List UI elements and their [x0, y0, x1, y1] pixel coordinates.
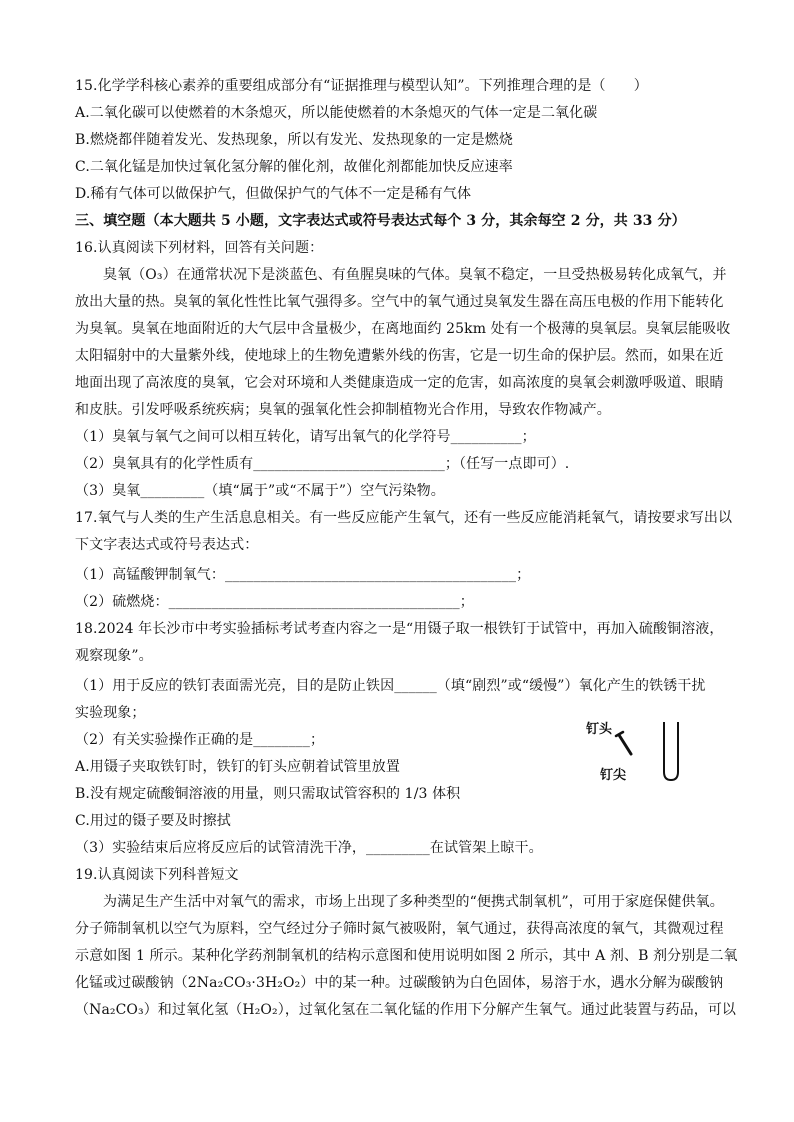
nail-icon: [616, 732, 631, 754]
q19-stem: 19.认真阅读下列科普短文: [75, 867, 239, 883]
q18-item-1: （1）用于反应的铁钉表面需光亮，目的是防止铁因______（填“剧烈”或“缓慢”）氧化产生的铁锈干扰: [75, 678, 706, 694]
q15-stem: 15.化学学科核心素养的重要组成部分有“证据推理与模型认知”。下列推理合理的是（ ）: [75, 78, 648, 94]
q17-stem-line-2: 下文字表达式或符号表达式：: [75, 537, 259, 553]
nail-head-label: 钉头: [586, 722, 613, 737]
q16-item-3: （3）臭氧_________（填“属于”或“不属于”）空气污染物。: [75, 483, 445, 499]
nail-test-tube-figure: [578, 714, 698, 794]
q19-passage-line-5: （Na₂CO₃）和过氧化氢（H₂O₂），过氧化氢在二氧化锰的作用下分解产生氧气。通过此装置与药品，可以: [75, 1002, 737, 1018]
q18-stem-line-2: 观察现象”。: [75, 648, 153, 664]
q16-passage-line-4: 太阳辐射中的大量紫外线，使地球上的生物免遭紫外线的伤害，它是一切生命的保护层。然而，如果在近: [75, 348, 724, 364]
q15-option-b: B.燃烧都伴随着发光、发热现象，所以有发光、发热现象的一定是燃烧: [75, 132, 513, 148]
q18-item-1-cont: 实验现象；: [75, 705, 146, 721]
q16-passage-line-2: 放出大量的热。臭氧的氧化性性比氧气强得多。空气中的氧气通过臭氧发生器在高压电极的作用下能转化: [75, 294, 724, 310]
nail-tube-drawing: [578, 714, 698, 794]
q17-item-1: （1）高锰酸钾制氧气：_________________________________________；: [75, 567, 531, 583]
q16-passage-line-6: 和皮肤。引发呼吸系统疾病；臭氧的强氧化性会抑制植物光合作用，导致农作物减产。: [75, 402, 611, 418]
q17-item-2: （2）硫燃烧：_________________________________________；: [75, 594, 474, 610]
q19-passage-line-1: 为满足生产生活中对氧气的需求，市场上出现了多种类型的“便携式制氧机”，可用于家庭保健供氧。: [103, 894, 724, 910]
q15-option-d: D.稀有气体可以做保护气，但做保护气的气体不一定是稀有气体: [75, 186, 472, 202]
q18-item-2: （2）有关实验操作正确的是________；: [75, 732, 325, 748]
q18-stem-line-1: 18.2024 年长沙市中考实验插标考试考查内容之一是“用镊子取一根铁钉于试管中，再加入硫酸铜溶液，: [75, 621, 724, 637]
q19-passage-line-2: 分子筛制氧机以空气为原料，空气经过分子筛时氮气被吸附，氧气通过，获得高浓度的氧气，其微观过程: [75, 921, 724, 937]
q16-passage-line-1: 臭氧（O₃）在通常状况下是淡蓝色、有鱼腥臭味的气体。臭氧不稳定，一旦受热极易转化成氧气，并: [103, 267, 727, 283]
q18-option-c: C.用过的镊子要及时擦拭: [75, 813, 231, 829]
section-3-title: 三、填空题（本大题共 5 小题，文字表达式或符号表达式每个 3 分，其余每空 2 分，共 33 分）: [75, 213, 686, 229]
q18-item-3: （3）实验结束后应将反应后的试管清洗干净，_________在试管架上晾干。: [75, 840, 543, 856]
q19-passage-line-4: 化锰或过碳酸钠（2Na₂CO₃·3H₂O₂）中的某一种。过碳酸钠为白色固体，易溶于水，遇水分解为碳酸钠: [75, 975, 724, 991]
q18-option-a: A.用镊子夹取铁钉时，铁钉的钉头应朝着试管里放置: [75, 759, 400, 775]
q16-item-2: （2）臭氧具有的化学性质有___________________________；（任写一点即可）.: [75, 456, 570, 472]
q18-option-b: B.没有规定硫酸铜溶液的用量，则只需取试管容积的 1/3 体积: [75, 786, 461, 802]
q16-stem: 16.认真阅读下列材料，回答有关问题：: [75, 240, 324, 256]
q16-passage-line-5: 地面出现了高浓度的臭氧，它会对环境和人类健康造成一定的危害，如高浓度的臭氧会刺激呼吸道、眼睛: [75, 375, 724, 391]
q15-option-c: C.二氧化锰是加快过氧化氢分解的催化剂，故催化剂都能加快反应速率: [75, 159, 513, 175]
q16-item-1: （1）臭氧与氧气之间可以相互转化，请写出氧气的化学符号__________；: [75, 429, 536, 445]
nail-tip-label: 钉尖: [600, 768, 627, 783]
q16-passage-line-3: 为臭氧。臭氧在地面附近的大气层中含量极少，在离地面约 25km 处有一个极薄的臭氧层。臭氧层能吸收: [75, 321, 731, 337]
q17-stem-line-1: 17.氧气与人类的生产生活息息相关。有一些反应能产生氧气，还有一些反应能消耗氧气，请按要求写出以: [75, 510, 733, 526]
q19-passage-line-3: 示意如图 1 所示。某种化学药剂制氧机的结构示意图和使用说明如图 2 所示，其中 A 剂、B 剂分别是二氧: [75, 948, 738, 964]
test-tube-icon: [664, 722, 678, 780]
q15-option-a: A.二氧化碳可以使燃着的木条熄灭，所以能使燃着的木条熄灭的气体一定是二氧化碳: [75, 105, 598, 121]
